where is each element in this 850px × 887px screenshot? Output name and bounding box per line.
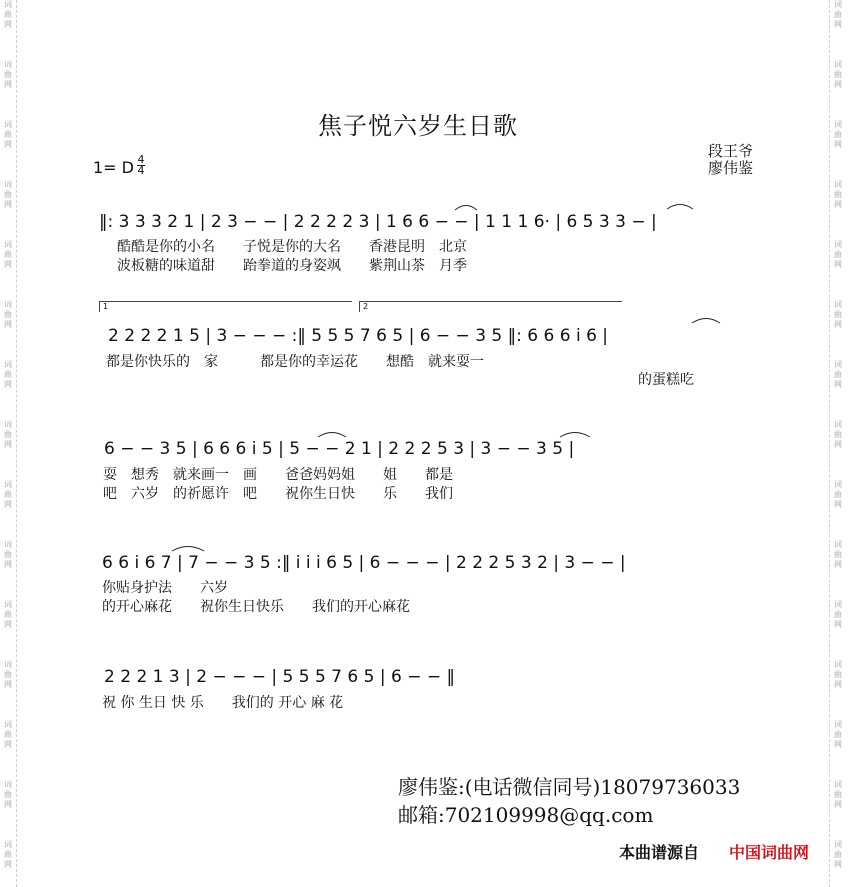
slur [692,319,720,324]
footer-source-label: 本曲谱源自 [619,843,700,862]
watermark-mark: 词 曲 网 [834,780,842,809]
system-4-lyrics-verse-2: 的开心麻花 祝你生日快乐 我们的开心麻花 [102,599,410,615]
system-4-lyrics-verse-1: 你贴身护法 六岁 [102,580,228,596]
watermark-mark: 词 曲 网 [834,240,842,269]
volta-second-ending-label: 2 [363,302,369,311]
slur [455,206,477,211]
watermark-mark: 词 曲 网 [834,360,842,389]
footer-site-link[interactable]: 中国词曲网 [729,843,810,862]
composer-credit: 廖伟鉴 [708,159,754,177]
slur [172,547,204,552]
watermark-mark: 词 曲 网 [4,120,12,149]
watermark-mark: 词 曲 网 [4,720,12,749]
watermark-mark: 词 曲 网 [834,480,842,509]
system-3-notes: 6 − − 3 5 | 6 6 6 i 5 | 5 − − 2 1 | 2 2 2 5 3 | 3 − − 3 5 | [104,439,575,459]
watermark-mark: 词 曲 网 [834,180,842,209]
slur [560,433,590,438]
system-1-lyrics-verse-1: 酷酷是你的小名 子悦是你的大名 香港昆明 北京 [117,239,467,255]
watermark-mark: 词 曲 网 [4,660,12,689]
time-signature-top: 4 [137,153,145,166]
watermark-mark: 词 曲 网 [4,840,12,869]
watermark-mark: 词 曲 网 [834,660,842,689]
watermark-mark: 词 曲 网 [4,480,12,509]
watermark-mark: 词 曲 网 [834,300,842,329]
key-signature: 1= D [93,158,134,177]
system-2-notes: 2 2 2 2 1 5 | 3 − − − :‖ 5 5 5 7 6 5 | 6 − − 3 5 ‖: 6 6 6 i 6 | [108,326,609,346]
volta-first-ending-label: 1 [103,302,109,311]
system-5-lyrics: 祝 你 生日 快 乐 我们的 开心 麻 花 [102,695,344,711]
system-3-lyrics-verse-1: 耍 想秀 就来画一 画 爸爸妈妈姐 姐 都是 [103,467,453,483]
watermark-mark: 词 曲 网 [4,0,12,29]
system-4-notes: 6 6 i 6 7 | 7 − − 3 5 :‖ i i i 6 5 | 6 − − − | 2 2 2 5 3 2 | 3 − − | [102,553,626,573]
watermark-mark: 词 曲 网 [834,120,842,149]
contact-email: 邮箱:702109998@qq.com [398,803,654,827]
watermark-mark: 词 曲 网 [4,600,12,629]
watermark-mark: 词 曲 网 [834,840,842,869]
watermark-mark: 词 曲 网 [834,540,842,569]
system-1-lyrics-verse-2: 波板糖的味道甜 跆拳道的身姿飒 紫荆山茶 月季 [117,258,467,274]
slur [318,433,346,438]
watermark-mark: 词 曲 网 [834,0,842,29]
slur [667,205,693,210]
watermark-mark: 词 曲 网 [4,420,12,449]
system-2-lyrics-verse-1: 都是你快乐的 家 都是你的幸运花 想酷 就来耍一 [106,354,484,370]
watermark-mark: 词 曲 网 [4,60,12,89]
system-3-lyrics-verse-2: 吧 六岁 的祈愿许 吧 祝你生日快 乐 我们 [103,486,453,502]
watermark-mark: 词 曲 网 [4,360,12,389]
contact-phone: 廖伟鉴:(电话微信同号)18079736033 [398,775,741,799]
system-2-lyrics-verse-2: 的蛋糕吃 [638,372,694,388]
watermark-mark: 词 曲 网 [4,180,12,209]
system-5-notes: 2 2 2 1 3 | 2 − − − | 5 5 5 7 6 5 | 6 − − ‖ [104,667,455,687]
song-title: 焦子悦六岁生日歌 [318,112,518,140]
watermark-mark: 词 曲 网 [4,240,12,269]
watermark-mark: 词 曲 网 [4,780,12,809]
watermark-mark: 词 曲 网 [834,60,842,89]
watermark-mark: 词 曲 网 [4,540,12,569]
watermark-mark: 词 曲 网 [834,720,842,749]
watermark-mark: 词 曲 网 [834,420,842,449]
time-signature-bottom: 4 [137,164,145,177]
system-1-notes: ‖: 3 3 3 2 1 | 2 3 − − | 2 2 2 2 3 | 1 6 6 − − | 1 1 1 6· | 6 5 3 3 − | [99,212,657,232]
watermark-mark: 词 曲 网 [834,600,842,629]
lyricist-credit: 段王爷 [708,142,754,160]
watermark-mark: 词 曲 网 [4,300,12,329]
